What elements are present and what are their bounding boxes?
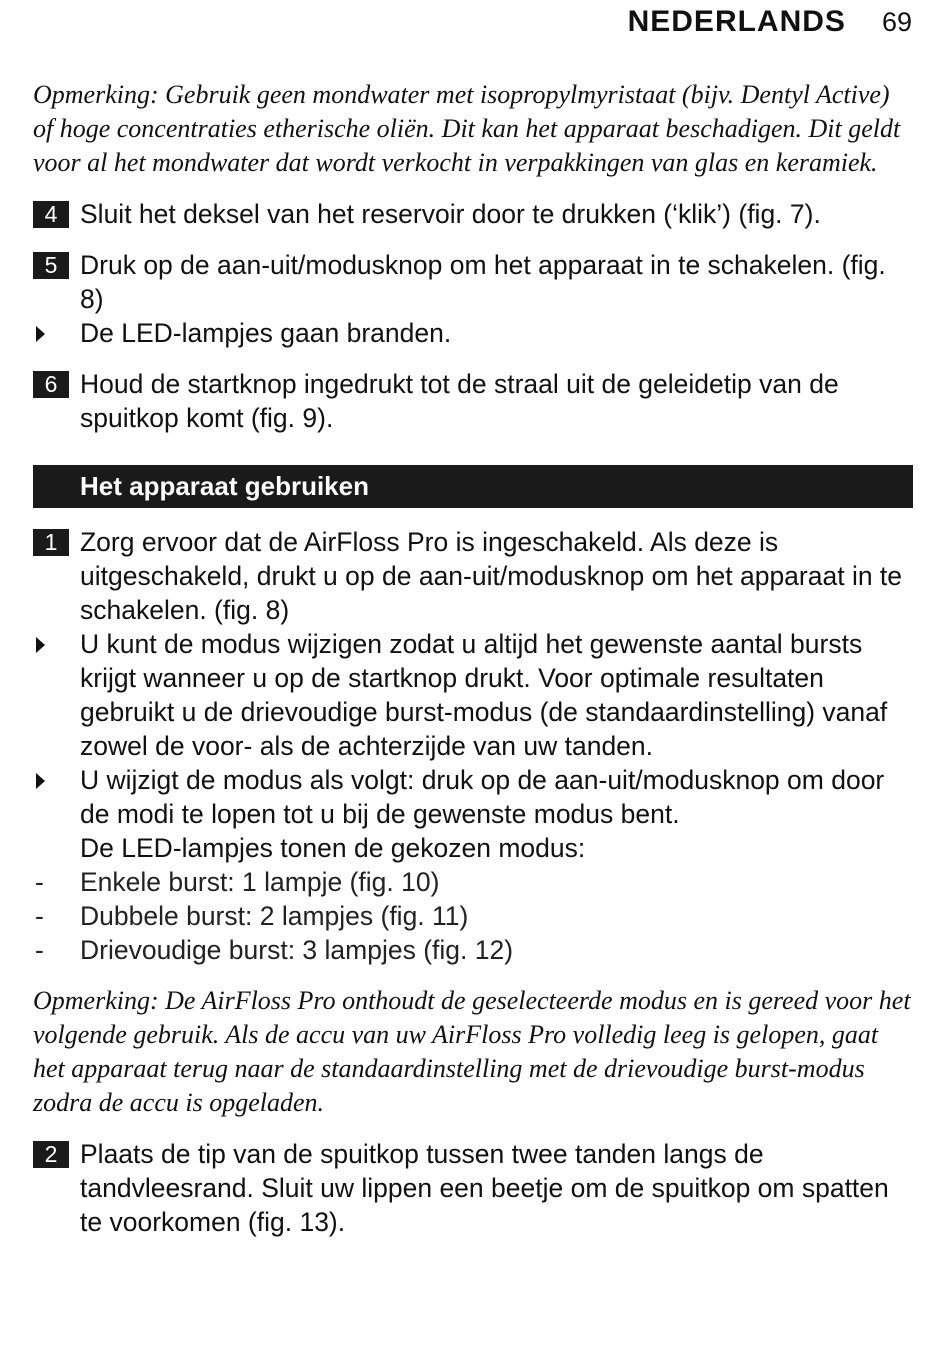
bullet-item: [33, 316, 913, 350]
triangle-bullet-icon: [36, 326, 45, 342]
dash-marker: -: [35, 935, 44, 965]
step-number-badge: 6: [33, 371, 69, 398]
section-heading: Het apparaat gebruiken: [33, 465, 913, 508]
step-item: [33, 1137, 913, 1239]
note-memory: Opmerking: De AirFloss Pro onthoudt de geselecteerde modus en is gereed voor het volgende gebruik. Als de accu van uw AirFloss Pro volledig leeg is gelopen, gaat het apparaat terug naar de standaardinstelling met de drievoudige burst-modus zodra de accu is opgeladen.: [33, 986, 911, 1117]
triangle-bullet-icon: [36, 773, 45, 789]
dash-item: [33, 899, 913, 933]
step-text: Sluit het deksel van het reservoir door te drukken (‘klik’) (fig. 7).: [80, 199, 821, 229]
dash-item-text: Dubbele burst: 2 lampjes (fig. 11): [80, 901, 469, 931]
step-number-badge: 5: [33, 252, 69, 279]
step-number-badge: 4: [33, 201, 69, 228]
dash-item-text: Enkele burst: 1 lampje (fig. 10): [80, 867, 440, 897]
bullet-text: U kunt de modus wijzigen zodat u altijd het gewenste aantal bursts krijgt wanneer u op de startknop drukt. Voor optimale resultaten gebruikt u de drievoudige burst-modus (de standaardinstelling) vanaf zowel de voor- als de achterzijde van uw tanden.: [80, 629, 888, 761]
dash-item-text: Drievoudige burst: 3 lampjes (fig. 12): [80, 935, 514, 965]
step-text: Plaats de tip van de spuitkop tussen twee tanden langs de tandvleesrand. Sluit uw lippen een beetje om de spuitkop om spatten te voorkomen (fig. 13).: [80, 1139, 889, 1237]
step-number-badge: 2: [33, 1141, 69, 1168]
note-mouthwash: Opmerking: Gebruik geen mondwater met isopropylmyristaat (bijv. Dentyl Active) of hoge concentraties etherische oliën. Dit kan het apparaat beschadigen. Dit geldt voor al het mondwater dat wordt verkocht in verpakkingen van glas en keramiek.: [33, 80, 901, 177]
dash-item: [33, 865, 913, 899]
step-text: Zorg ervoor dat de AirFloss Pro is ingeschakeld. Als deze is uitgeschakeld, drukt u op de aan-uit/modusknop om het apparaat in te schakelen. (fig. 8): [80, 527, 903, 625]
bullet-text: De LED-lampjes gaan branden.: [80, 318, 452, 348]
bullet-item: [33, 627, 913, 763]
bullet-text: U wijzigt de modus als volgt: druk op de aan-uit/modusknop om door de modi te lopen tot u bij de gewenste modus bent.: [80, 765, 885, 829]
step-item: [33, 525, 913, 627]
step-text: Houd de startknop ingedrukt tot de straal uit de geleidetip van de spuitkop komt (fig. 9).: [80, 369, 839, 433]
dash-marker: -: [35, 867, 44, 897]
manual-content: [33, 78, 913, 1239]
bullet-item: [33, 763, 913, 831]
led-intro: [33, 831, 913, 865]
triangle-bullet-icon: [36, 637, 45, 653]
page-header: [628, 5, 912, 39]
step-number-badge: 1: [33, 529, 69, 556]
page-number: 69: [881, 7, 912, 37]
step-text: Druk op de aan-uit/modusknop om het apparaat in te schakelen. (fig. 8): [80, 250, 886, 314]
dash-marker: -: [35, 901, 44, 931]
step-item: [33, 248, 913, 316]
step-item: [33, 197, 913, 231]
dash-item: [33, 933, 913, 967]
language-heading: NEDERLANDS: [627, 5, 846, 38]
led-intro-text: De LED-lampjes tonen de gekozen modus:: [80, 833, 586, 863]
step-item: [33, 367, 913, 435]
